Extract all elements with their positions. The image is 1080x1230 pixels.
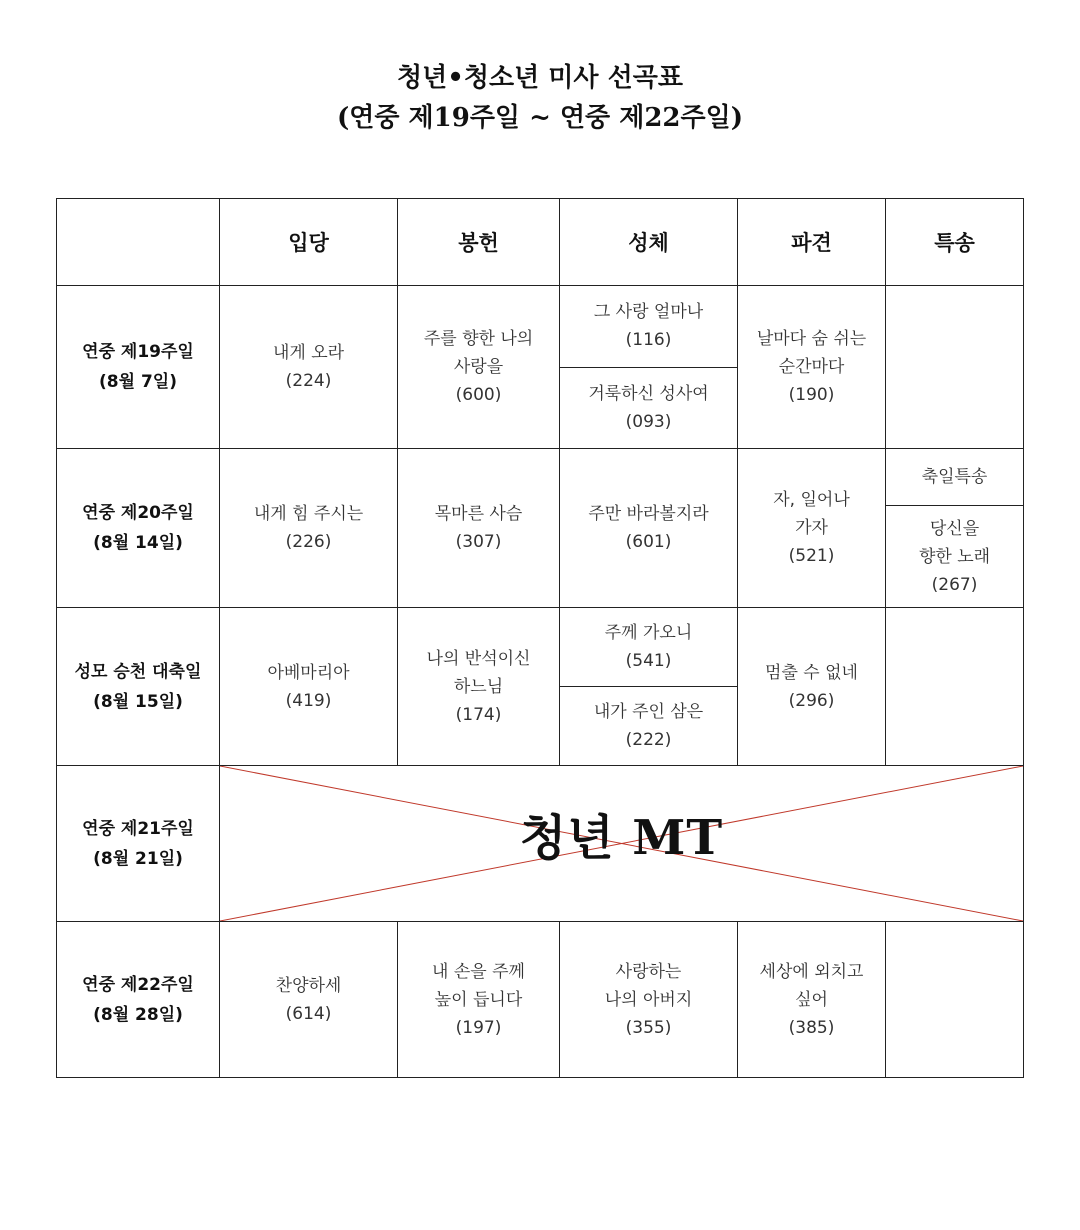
entrance-song: [220, 286, 398, 449]
song-number: (190): [788, 385, 835, 405]
communion-song: [560, 608, 738, 766]
dismissal-song: [738, 922, 886, 1078]
row-name: 성모 승천 대축일: [74, 661, 202, 682]
song-number: (385): [788, 1017, 835, 1038]
communion-song-1: [560, 608, 737, 686]
song-number: (521): [788, 546, 835, 566]
row-date: (8월 14일): [93, 533, 183, 553]
song-number: (419): [285, 690, 332, 711]
row-label: [57, 286, 220, 449]
communion-song-2: [560, 367, 737, 449]
song-title-cont: 높이 듭니다: [434, 989, 523, 1010]
communion-song: [560, 922, 738, 1078]
song-number: (116): [625, 330, 672, 351]
song-schedule-table: [56, 198, 1024, 1078]
dismissal-song: [738, 286, 886, 449]
table-row: [57, 766, 1024, 922]
song-title: 나의 반석이신: [426, 648, 531, 669]
song-number: (307): [455, 532, 502, 552]
header-entrance: 입당: [220, 199, 398, 286]
song-number: (267): [931, 574, 978, 595]
document-title: [0, 58, 1080, 138]
offertory-song: [398, 449, 560, 608]
table-row: [57, 922, 1024, 1078]
song-title: 사랑하는: [615, 961, 682, 982]
header-special: 특송: [886, 199, 1024, 286]
dismissal-song: [738, 608, 886, 766]
song-number: (174): [455, 704, 502, 725]
row-label: [57, 922, 220, 1078]
entrance-song: [220, 449, 398, 608]
song-number: (355): [625, 1017, 672, 1038]
song-title: 날마다 숨 쉬는: [756, 329, 867, 349]
communion-song-1: [560, 286, 737, 367]
song-title: 주를 향한 나의: [423, 329, 534, 349]
header-corner: [57, 199, 220, 286]
song-number: (197): [455, 1017, 502, 1038]
row-label: [57, 608, 220, 766]
song-title-cont: 나의 아버지: [604, 989, 693, 1010]
song-number: (601): [625, 532, 672, 552]
song-title-cont: 순간마다: [778, 357, 845, 377]
offertory-song: [398, 608, 560, 766]
communion-song: [560, 286, 738, 449]
special-song-label: [886, 449, 1023, 505]
song-title-cont: 하느님: [453, 676, 504, 697]
dismissal-song: [738, 449, 886, 608]
song-number: (296): [788, 690, 835, 711]
song-title: 세상에 외치고: [759, 961, 864, 982]
special-label: 축일특송: [921, 467, 988, 487]
song-title: 내 손을 주께: [432, 961, 525, 982]
song-number: (600): [455, 385, 502, 405]
song-title-cont: 사랑을: [453, 357, 504, 377]
row-label: [57, 766, 220, 922]
offertory-song: [398, 286, 560, 449]
row-name: 연중 제21주일: [82, 818, 194, 839]
song-title-cont: 가자: [795, 518, 828, 538]
table-row: [57, 608, 1024, 766]
special-song-empty: [886, 286, 1024, 449]
row-date: (8월 28일): [93, 1004, 183, 1025]
special-song-empty: [886, 922, 1024, 1078]
song-title: 그 사랑 얼마나: [593, 302, 704, 323]
header-communion: 성체: [560, 199, 738, 286]
row-label: [57, 449, 220, 608]
title-line-1: 청년•청소년 미사 선곡표: [397, 63, 683, 93]
special-song-empty: [886, 608, 1024, 766]
song-title: 주께 가오니: [604, 623, 693, 643]
youth-mt-text: 청년 MT: [519, 810, 724, 866]
table-row: [57, 449, 1024, 608]
row-name: 연중 제20주일: [82, 503, 194, 523]
song-number: (093): [625, 411, 672, 432]
song-number: (222): [625, 730, 672, 750]
song-title: 자, 일어나: [773, 490, 850, 510]
song-title: 거룩하신 성사여: [588, 383, 709, 404]
communion-song-2: [560, 686, 737, 765]
song-title: 내게 오라: [272, 343, 345, 363]
row-date: (8월 15일): [93, 691, 183, 712]
header-dismissal: 파견: [738, 199, 886, 286]
song-title: 멈출 수 없네: [765, 662, 858, 683]
row-date: (8월 21일): [93, 848, 183, 869]
table-row: [57, 286, 1024, 449]
row-name: 연중 제19주일: [82, 342, 194, 362]
special-song: [886, 449, 1024, 608]
special-song-item: [886, 505, 1023, 607]
song-title: 찬양하세: [275, 975, 342, 996]
song-title: 목마른 사슴: [434, 504, 523, 524]
song-title: 당신을: [929, 518, 980, 539]
song-title: 내가 주인 삼은: [593, 702, 704, 722]
entrance-song: [220, 922, 398, 1078]
song-number: (541): [625, 651, 672, 671]
row-name: 연중 제22주일: [82, 974, 194, 995]
title-line-2: (연중 제19주일 ~ 연중 제22주일): [336, 103, 744, 133]
song-title: 내게 힘 주시는: [253, 504, 364, 524]
song-title-cont: 향한 노래: [918, 546, 991, 567]
communion-song: [560, 449, 738, 608]
offertory-song: [398, 922, 560, 1078]
row-date: (8월 7일): [99, 372, 177, 392]
header-offertory: 봉헌: [398, 199, 560, 286]
song-number: (226): [285, 532, 332, 552]
song-number: (224): [285, 371, 332, 391]
song-title: 아베마리아: [267, 662, 350, 683]
header-row: [57, 199, 1024, 286]
entrance-song: [220, 608, 398, 766]
youth-mt-cell: [220, 766, 1024, 922]
song-number: (614): [285, 1003, 332, 1024]
song-title-cont: 싶어: [795, 989, 828, 1010]
song-title: 주만 바라볼지라: [588, 504, 709, 524]
